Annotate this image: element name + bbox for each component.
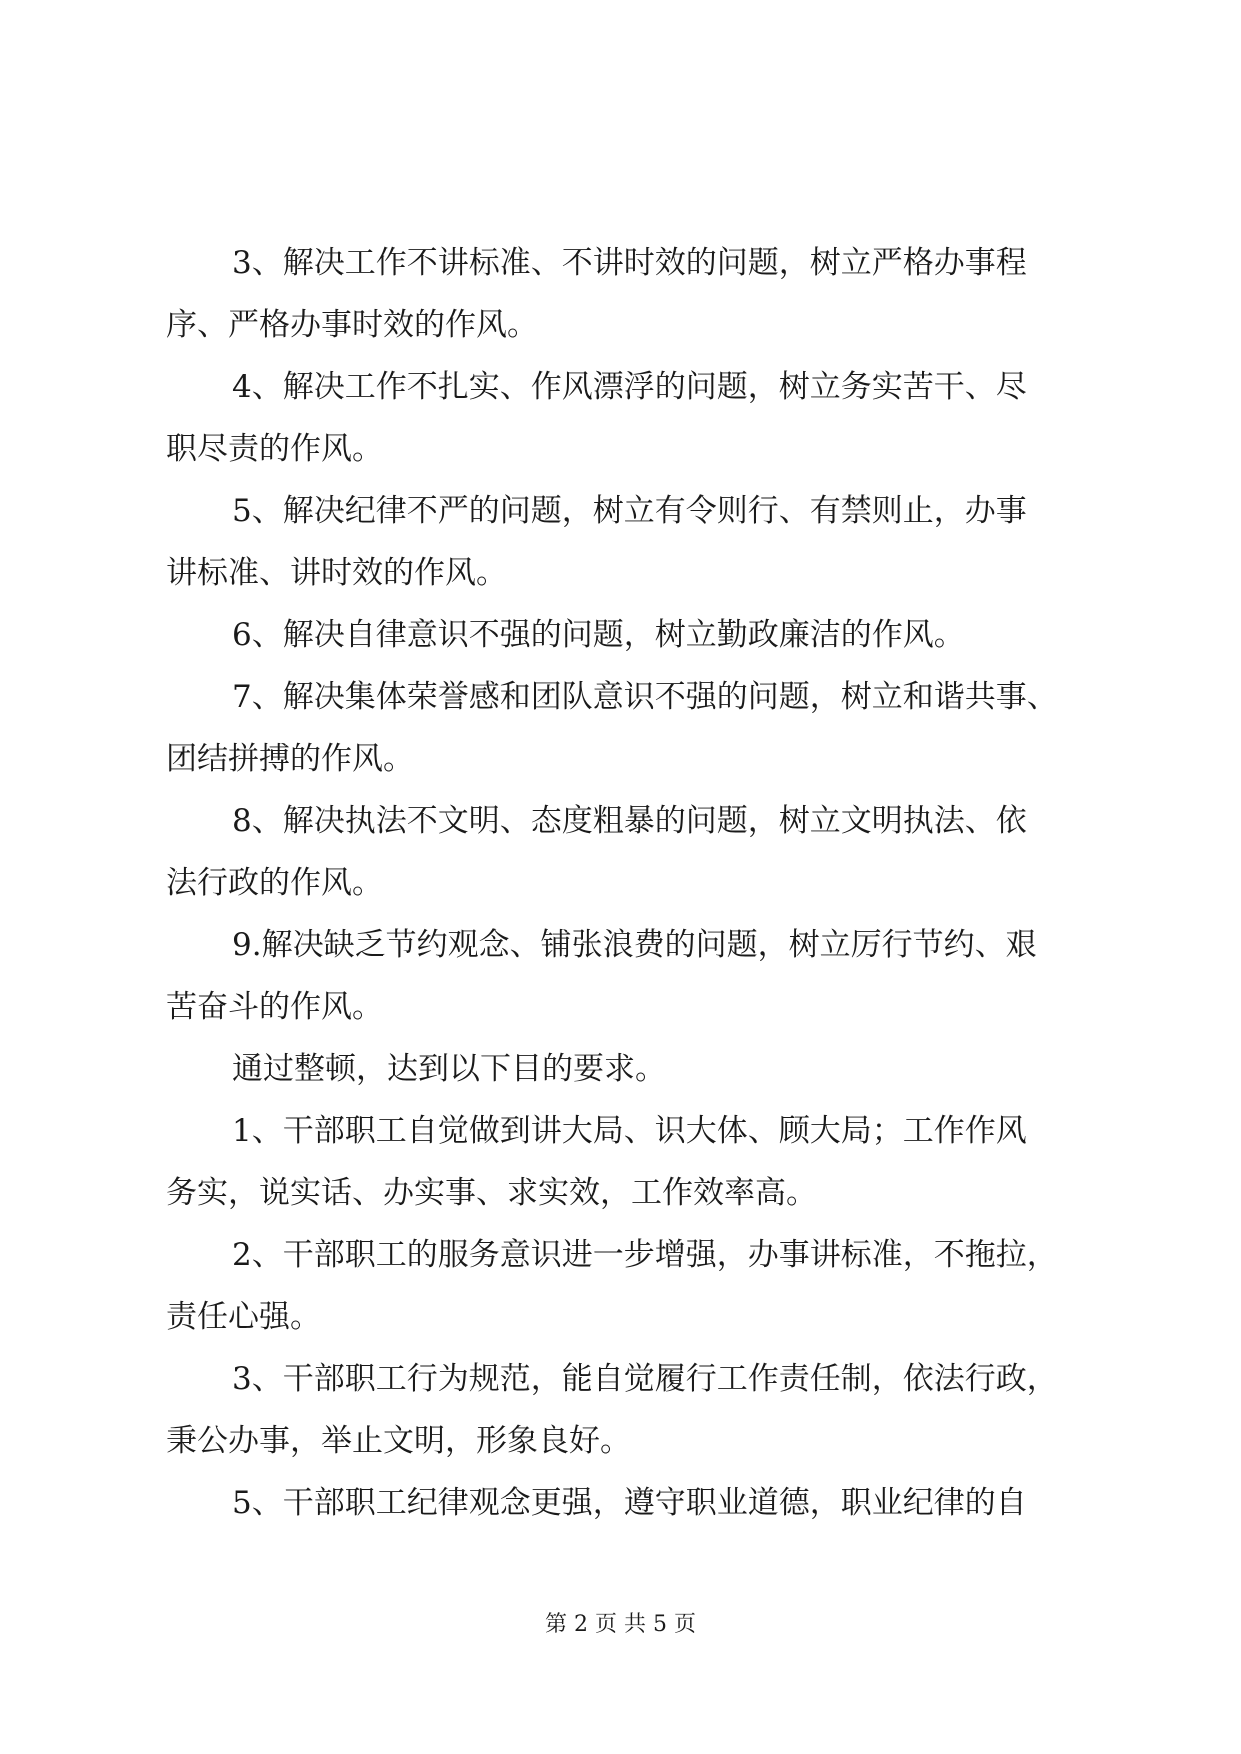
- paragraph-line: 2、干部职工的服务意识进一步增强，办事讲标准，不拖拉，: [232, 1237, 1058, 1273]
- paragraph-line: 团结拼搏的作风。: [166, 741, 414, 777]
- paragraph-line: 3、解决工作不讲标准、不讲时效的问题，树立严格办事程: [232, 245, 1027, 281]
- paragraph-line: 6、解决自律意识不强的问题，树立勤政廉洁的作风。: [232, 617, 965, 653]
- paragraph-line: 5、解决纪律不严的问题，树立有令则行、有禁则止，办事: [232, 493, 1027, 529]
- document-body: [166, 232, 1086, 1534]
- paragraph-line: 8、解决执法不文明、态度粗暴的问题，树立文明执法、依: [232, 803, 1027, 839]
- paragraph-line: 责任心强。: [166, 1299, 321, 1335]
- paragraph-line: 通过整顿，达到以下目的要求。: [232, 1051, 666, 1087]
- paragraph-line: 秉公办事，举止文明，形象良好。: [166, 1423, 631, 1459]
- paragraph-line: 1、干部职工自觉做到讲大局、识大体、顾大局；工作作风: [232, 1113, 1027, 1149]
- page-footer: [0, 1610, 1241, 1640]
- paragraph-line: 4、解决工作不扎实、作风漂浮的问题，树立务实苦干、尽: [232, 369, 1027, 405]
- paragraph-line: 苦奋斗的作风。: [166, 989, 383, 1025]
- paragraph-line: 职尽责的作风。: [166, 431, 383, 467]
- paragraph-line: 法行政的作风。: [166, 865, 383, 901]
- paragraph-line: 务实，说实话、办实事、求实效，工作效率高。: [166, 1175, 817, 1211]
- paragraph-line: 3、干部职工行为规范，能自觉履行工作责任制，依法行政，: [232, 1361, 1058, 1397]
- paragraph-line: 讲标准、讲时效的作风。: [166, 555, 507, 591]
- paragraph-line: 5、干部职工纪律观念更强，遵守职业道德，职业纪律的自: [232, 1485, 1027, 1521]
- paragraph-line: 9.解决缺乏节约观念、铺张浪费的问题，树立厉行节约、艰: [232, 927, 1037, 963]
- page-number-label: 第 2 页 共 5 页: [545, 1612, 696, 1637]
- paragraph-line: 7、解决集体荣誉感和团队意识不强的问题，树立和谐共事、: [232, 679, 1058, 715]
- paragraph-line: 序、严格办事时效的作风。: [166, 307, 538, 343]
